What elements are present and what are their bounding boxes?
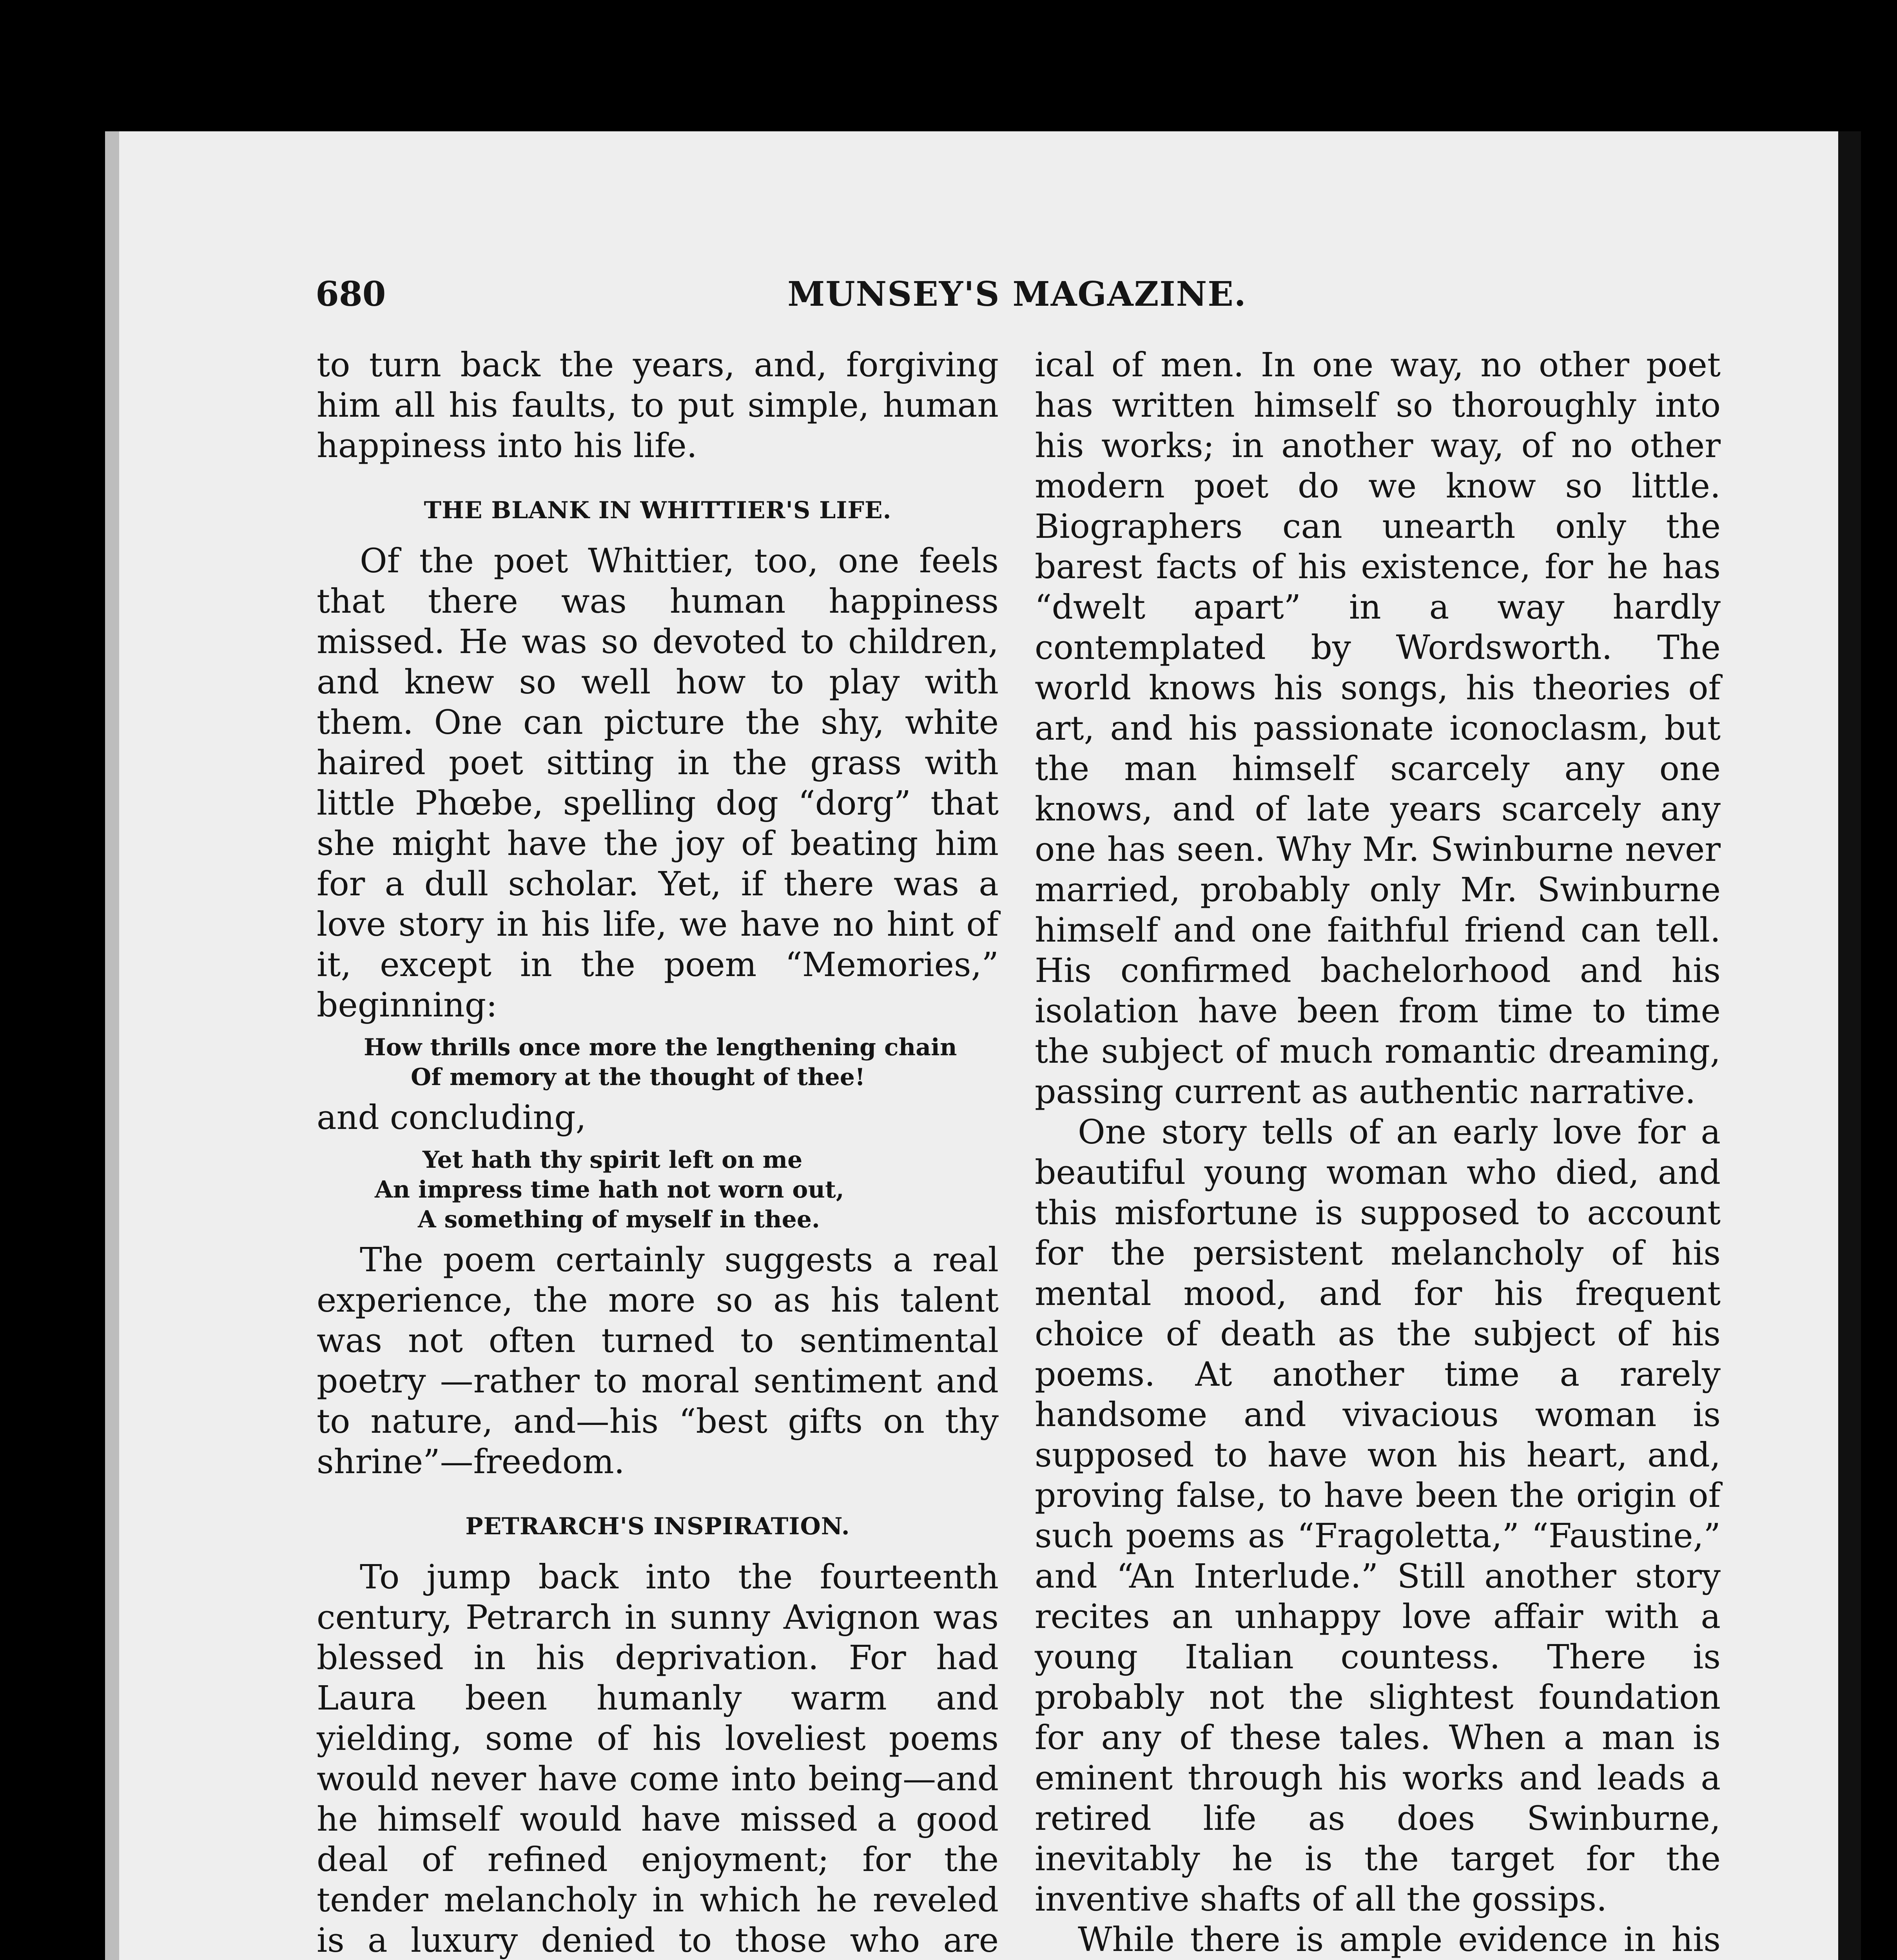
- page-gutter: [105, 131, 119, 1960]
- facing-page-edge: [1838, 131, 1861, 1960]
- verse-line: Yet hath thy spirit left on me: [423, 1146, 803, 1174]
- paragraph: to turn back the years, and, forgiving him all his faults, to put simple, human happiness into his life.: [317, 346, 999, 465]
- verse-quote: [317, 1145, 999, 1234]
- left-column: [317, 345, 999, 1960]
- right-column: [1035, 345, 1721, 1960]
- paragraph: and concluding,: [317, 1098, 586, 1137]
- paragraph: Of the poet Whittier, too, one feels that there was human happiness missed. He was so devoted to children, and knew so well how to play with them. One can picture the shy, white haired poet sitting in the grass with little Phœbe, spelling dog “dorg” that she might have the joy of beating him for a dull scholar. Yet, if there was a love story in his life, we have no hint of it, except in the poem “Memories,” beginning:: [317, 542, 999, 1025]
- page-number: 680: [316, 274, 386, 314]
- section-heading: PETRARCH'S INSPIRATION.: [465, 1513, 850, 1540]
- paragraph: To jump back into the fourteenth century, Petrarch in sunny Avignon was blessed in his deprivation. For had Laura been humanly warm and yielding, some of his loveliest poems would never have come into being—and he himself would have missed a good deal of refined enjoyment; for the tender melancholy in which he reveled is a luxury denied to those who are: [317, 1558, 999, 1960]
- verse-line: How thrills once more the lengthening chain: [364, 1034, 957, 1061]
- paragraph: While there is ample evidence in his: [1078, 1920, 1721, 1959]
- paragraph: ical of men. In one way, no other poet has written himself so thoroughly into his works; in another way, of no other modern poet do we know so little. Biographers can unearth only the barest facts of his existence, for he has “dwelt apart” in a way hardly contemplated by Wordsworth. The world knows his songs, his theories of art, and his passionate iconoclasm, but the man himself scarcely any one knows, and of late years scarcely any one has seen. Why Mr. Swinburne never married, probably only Mr. Swinburne himself and one faithful friend can tell. His confirmed bachelorhood and his isolation have been from time to time the subject of much romantic dreaming, passing current as authentic narrative.: [1035, 346, 1721, 1111]
- paragraph: The poem certainly suggests a real experience, the more so as his talent was not often turned to sentimental poetry —rather to moral sentiment and to nature, and—his “best gifts on thy shrine”—freedom.: [317, 1241, 999, 1481]
- running-head: [316, 274, 1719, 325]
- magazine-title: MUNSEY'S MAGAZINE.: [787, 274, 1247, 314]
- verse-line: A something of myself in thee.: [418, 1206, 820, 1233]
- section-heading: THE BLANK IN WHITTIER'S LIFE.: [424, 497, 892, 524]
- paragraph: One story tells of an early love for a beautiful young woman who died, and this misfortune is supposed to account for the persistent melancholy of his mental mood, and for his frequent choice of death as the subject of his poems. At another time a rarely handsome and vivacious woman is supposed to have won his heart, and, proving false, to have been the origin of such poems as “Fragoletta,” “Faustine,” and “An Interlude.” Still another story recites an unhappy love affair with a young Italian countess. There is probably not the slightest foundation for any of these tales. When a man is eminent through his works and leads a retired life as does Swinburne, inevitably he is the target for the inventive shafts of all the gossips.: [1035, 1113, 1721, 1919]
- verse-quote: [317, 1033, 999, 1092]
- verse-line: Of memory at the thought of thee!: [411, 1063, 865, 1091]
- verse-line: An impress time hath not worn out,: [375, 1176, 844, 1203]
